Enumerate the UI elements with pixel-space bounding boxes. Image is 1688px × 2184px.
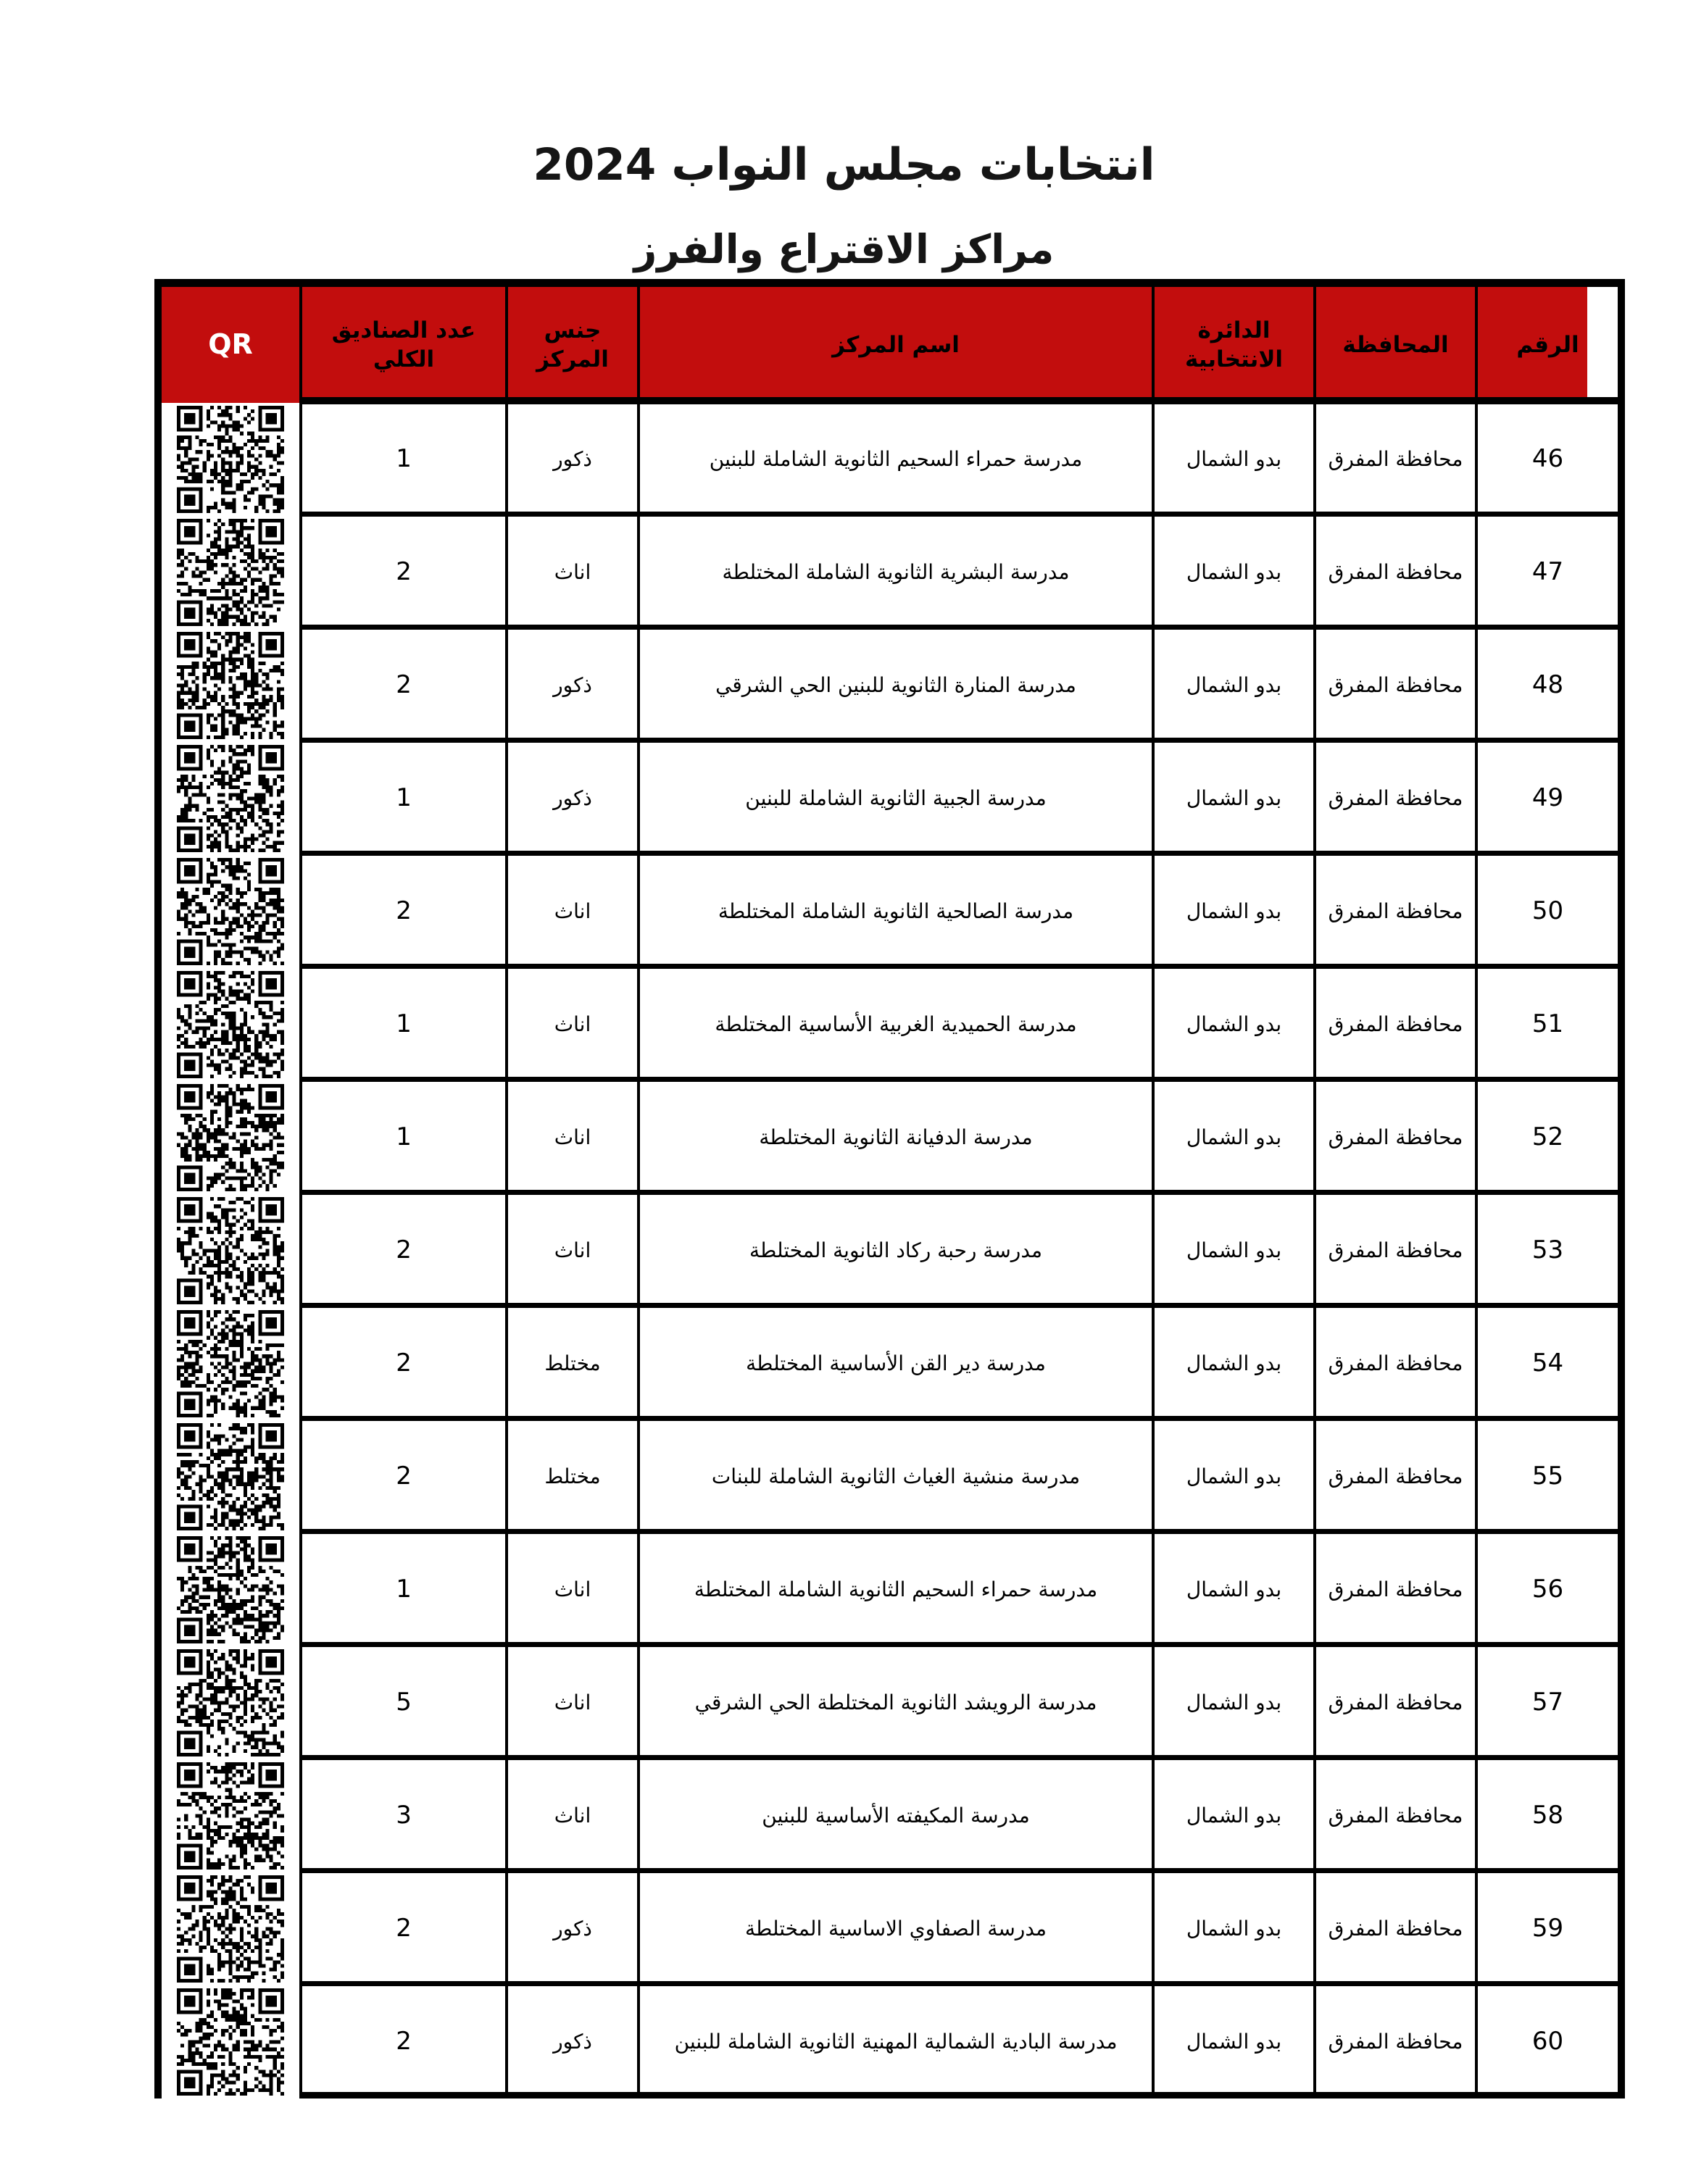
page-title: انتخابات مجلس النواب 2024 (533, 139, 1155, 191)
cell-center-name: مدرسة الجبية الثانوية الشاملة للبنين (637, 742, 1152, 855)
cell-total-boxes: 1 (299, 1533, 505, 1646)
table-row (162, 1081, 1618, 1194)
cell-total-boxes: 1 (299, 1081, 505, 1194)
qr-code-icon (177, 406, 284, 513)
header-center-gender: جنس المركز (505, 287, 637, 403)
qr-cell (162, 1307, 299, 1420)
cell-governorate: محافظة المفرق (1313, 1420, 1475, 1533)
row-separator (299, 625, 1618, 630)
cell-number: 56 (1475, 1533, 1618, 1646)
cell-center-gender: اناث (505, 1533, 637, 1646)
table-body (162, 403, 1618, 2098)
cell-center-gender: اناث (505, 1081, 637, 1194)
cell-center-name: مدرسة الصفاوي الاساسية المختلطة (637, 1872, 1152, 1985)
cell-district: بدو الشمال (1152, 1420, 1313, 1533)
row-separator (299, 1981, 1618, 1986)
cell-governorate: محافظة المفرق (1313, 1872, 1475, 1985)
cell-governorate: محافظة المفرق (1313, 629, 1475, 742)
cell-center-name: مدرسة الحميدية الغربية الأساسية المختلطة (637, 968, 1152, 1081)
cell-center-name: مدرسة البادية الشمالية المهنية الثانوية الشاملة للبنين (637, 1985, 1152, 2098)
qr-code-icon (177, 1197, 284, 1304)
row-separator (299, 1868, 1618, 1873)
cell-center-name: مدرسة المنارة الثانوية للبنين الحي الشرقي (637, 629, 1152, 742)
row-separator (299, 1190, 1618, 1195)
qr-code-icon (177, 1310, 284, 1417)
cell-governorate: محافظة المفرق (1313, 1307, 1475, 1420)
qr-cell (162, 629, 299, 742)
cell-total-boxes: 2 (299, 1420, 505, 1533)
cell-total-boxes: 2 (299, 1307, 505, 1420)
qr-code-icon (177, 632, 284, 739)
table-header-row (162, 287, 1618, 403)
cell-district: بدو الشمال (1152, 855, 1313, 968)
cell-center-gender: ذكور (505, 403, 637, 516)
cell-number: 47 (1475, 516, 1618, 629)
qr-code-icon (177, 1536, 284, 1643)
cell-center-gender: اناث (505, 855, 637, 968)
qr-code-icon (177, 1875, 284, 1983)
cell-total-boxes: 1 (299, 403, 505, 516)
cell-center-gender: ذكور (505, 742, 637, 855)
cell-center-name: مدرسة حمراء السحيم الثانوية الشاملة للبنين (637, 403, 1152, 516)
header-governorate: المحافظة (1313, 287, 1475, 403)
qr-cell (162, 742, 299, 855)
cell-center-gender: مختلط (505, 1307, 637, 1420)
cell-center-name: مدرسة البشرية الثانوية الشاملة المختلطة (637, 516, 1152, 629)
cell-total-boxes: 2 (299, 1194, 505, 1307)
qr-cell (162, 1985, 299, 2098)
qr-cell (162, 855, 299, 968)
table-row (162, 1307, 1618, 1420)
cell-center-name: مدرسة الصالحية الثانوية الشاملة المختلطة (637, 855, 1152, 968)
row-separator (299, 1642, 1618, 1647)
table-row (162, 629, 1618, 742)
qr-code-icon (177, 1084, 284, 1191)
cell-center-name: مدرسة الرويشد الثانوية المختلطة الحي الشرقي (637, 1646, 1152, 1759)
table-row (162, 742, 1618, 855)
row-separator (299, 964, 1618, 969)
cell-total-boxes: 1 (299, 742, 505, 855)
cell-district: بدو الشمال (1152, 1985, 1313, 2098)
cell-total-boxes: 2 (299, 516, 505, 629)
header-white-notch (1587, 287, 1618, 403)
cell-center-gender: اناث (505, 516, 637, 629)
cell-total-boxes: 5 (299, 1646, 505, 1759)
polling-centers-table (154, 279, 1625, 2098)
qr-cell (162, 1646, 299, 1759)
cell-governorate: محافظة المفرق (1313, 855, 1475, 968)
cell-number: 58 (1475, 1759, 1618, 1872)
cell-total-boxes: 3 (299, 1759, 505, 1872)
table-row (162, 1759, 1618, 1872)
cell-number: 49 (1475, 742, 1618, 855)
cell-district: بدو الشمال (1152, 1759, 1313, 1872)
cell-district: بدو الشمال (1152, 742, 1313, 855)
table-row (162, 1194, 1618, 1307)
cell-number: 55 (1475, 1420, 1618, 1533)
cell-district: بدو الشمال (1152, 1533, 1313, 1646)
qr-code-icon (177, 858, 284, 965)
cell-district: بدو الشمال (1152, 968, 1313, 1081)
cell-governorate: محافظة المفرق (1313, 1759, 1475, 1872)
qr-code-icon (177, 1762, 284, 1870)
cell-number: 57 (1475, 1646, 1618, 1759)
cell-total-boxes: 2 (299, 1985, 505, 2098)
page-subtitle: مراكز الاقتراع والفرز (633, 226, 1055, 272)
table-row (162, 1646, 1618, 1759)
cell-total-boxes: 2 (299, 629, 505, 742)
header-center-name: اسم المركز (637, 287, 1152, 403)
cell-governorate: محافظة المفرق (1313, 1533, 1475, 1646)
cell-center-name: مدرسة حمراء السحيم الثانوية الشاملة المختلطة (637, 1533, 1152, 1646)
row-separator (299, 1755, 1618, 1760)
header-qr: QR (162, 287, 299, 403)
table-row (162, 1420, 1618, 1533)
row-separator (299, 1303, 1618, 1308)
table-row (162, 1872, 1618, 1985)
qr-cell (162, 403, 299, 516)
cell-center-name: مدرسة رحبة ركاد الثانوية المختلطة (637, 1194, 1152, 1307)
cell-governorate: محافظة المفرق (1313, 1194, 1475, 1307)
cell-governorate: محافظة المفرق (1313, 1985, 1475, 2098)
cell-center-gender: اناث (505, 1194, 637, 1307)
header-district: الدائرة الانتخابية (1152, 287, 1313, 403)
cell-center-name: مدرسة المكيفته الأساسية للبنين (637, 1759, 1152, 1872)
cell-number: 52 (1475, 1081, 1618, 1194)
qr-cell (162, 1420, 299, 1533)
cell-center-gender: اناث (505, 968, 637, 1081)
cell-district: بدو الشمال (1152, 403, 1313, 516)
cell-district: بدو الشمال (1152, 1307, 1313, 1420)
cell-number: 60 (1475, 1985, 1618, 2098)
cell-number: 48 (1475, 629, 1618, 742)
cell-center-gender: ذكور (505, 1985, 637, 2098)
header-number: الرقم (1475, 287, 1618, 403)
cell-total-boxes: 2 (299, 855, 505, 968)
cell-center-name: مدرسة الدفيانة الثانوية المختلطة (637, 1081, 1152, 1194)
qr-code-icon (177, 971, 284, 1078)
qr-cell (162, 1759, 299, 1872)
cell-governorate: محافظة المفرق (1313, 968, 1475, 1081)
cell-district: بدو الشمال (1152, 1646, 1313, 1759)
cell-center-name: مدرسة منشية الغياث الثانوية الشاملة للبنات (637, 1420, 1152, 1533)
cell-district: بدو الشمال (1152, 629, 1313, 742)
cell-number: 53 (1475, 1194, 1618, 1307)
table-row (162, 516, 1618, 629)
table-row (162, 855, 1618, 968)
qr-code-icon (177, 519, 284, 626)
qr-cell (162, 1872, 299, 1985)
cell-number: 59 (1475, 1872, 1618, 1985)
cell-center-gender: اناث (505, 1646, 637, 1759)
qr-code-icon (177, 1649, 284, 1756)
qr-code-icon (177, 745, 284, 852)
cell-number: 51 (1475, 968, 1618, 1081)
qr-cell (162, 1194, 299, 1307)
row-separator (299, 851, 1618, 856)
cell-district: بدو الشمال (1152, 1872, 1313, 1985)
qr-code-icon (177, 1988, 284, 2096)
cell-governorate: محافظة المفرق (1313, 1081, 1475, 1194)
qr-cell (162, 968, 299, 1081)
cell-governorate: محافظة المفرق (1313, 403, 1475, 516)
qr-cell (162, 1533, 299, 1646)
cell-center-gender: ذكور (505, 629, 637, 742)
cell-center-gender: اناث (505, 1759, 637, 1872)
header-bottom-border (299, 397, 1618, 404)
row-separator (299, 1077, 1618, 1082)
cell-center-name: مدرسة دير القن الأساسية المختلطة (637, 1307, 1152, 1420)
cell-district: بدو الشمال (1152, 1081, 1313, 1194)
cell-center-gender: مختلط (505, 1420, 637, 1533)
cell-governorate: محافظة المفرق (1313, 1646, 1475, 1759)
table-row (162, 968, 1618, 1081)
row-separator (299, 738, 1618, 743)
cell-district: بدو الشمال (1152, 1194, 1313, 1307)
qr-cell (162, 516, 299, 629)
row-separator (299, 1529, 1618, 1534)
table-row (162, 1985, 1618, 2098)
cell-governorate: محافظة المفرق (1313, 742, 1475, 855)
table-row (162, 403, 1618, 516)
cell-center-gender: ذكور (505, 1872, 637, 1985)
row-separator (299, 1416, 1618, 1421)
cell-total-boxes: 2 (299, 1872, 505, 1985)
row-separator (299, 512, 1618, 517)
row-separator (299, 2092, 1618, 2098)
cell-number: 46 (1475, 403, 1618, 516)
cell-district: بدو الشمال (1152, 516, 1313, 629)
cell-number: 50 (1475, 855, 1618, 968)
qr-cell (162, 1081, 299, 1194)
table-row (162, 1533, 1618, 1646)
cell-governorate: محافظة المفرق (1313, 516, 1475, 629)
cell-number: 54 (1475, 1307, 1618, 1420)
cell-total-boxes: 1 (299, 968, 505, 1081)
header-total-boxes: عدد الصناديق الكلي (299, 287, 505, 403)
qr-code-icon (177, 1423, 284, 1530)
